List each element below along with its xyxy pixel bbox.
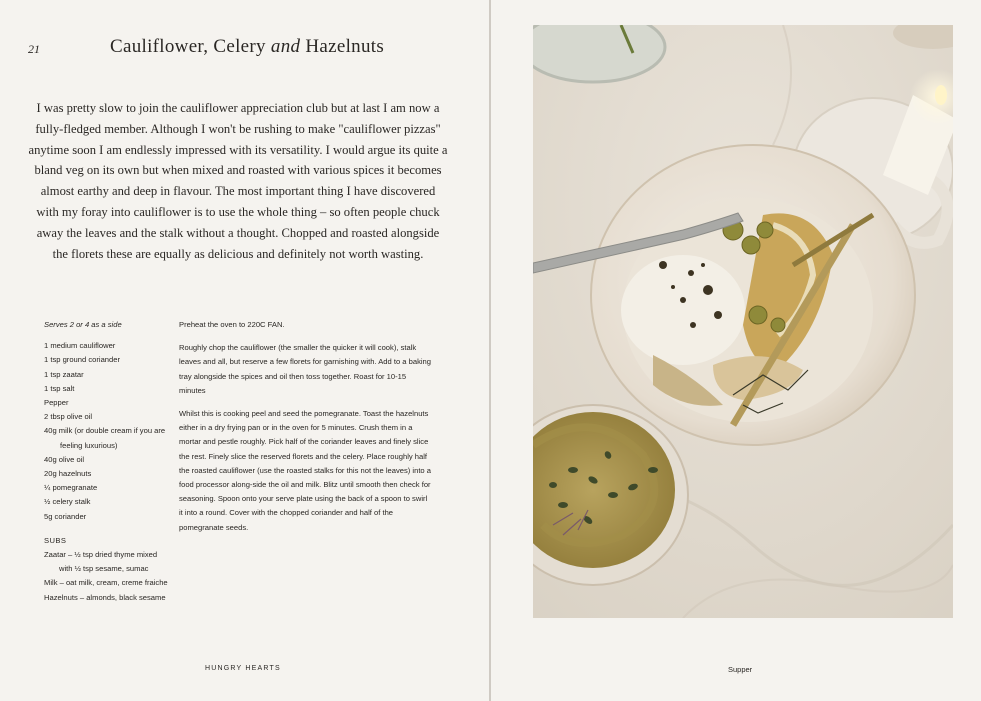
ingredient-item: 5g coriander xyxy=(44,511,87,521)
ingredient-item: Pepper xyxy=(44,398,69,408)
sub-item: Milk – oat milk, cream, creme fraiche xyxy=(44,578,168,588)
ingredient-item: 1 tsp salt xyxy=(44,383,75,393)
method-step: Roughly chop the cauliflower (the smaller the quicker it will cook), stalk leaves and all, but reserve a few florets for garnishing with. Add to a baking tray alongside the spices and oil then toss together. Roast for 10-15 minutes xyxy=(179,343,432,395)
title-amp: and xyxy=(270,36,301,57)
cauliflower-puree xyxy=(621,255,745,365)
ingredient-item: 40g milk (or double cream if you are feeling luxurious) xyxy=(44,426,166,450)
method-step: Whilst this is cooking peel and seed the pomegranate. Toast the hazelnuts either in a dry frying pan or in the oven for 5 minutes. Crush them in a mortar and pestle roughly. Pick half of the coriander leaves and finely slice the rest. Finely slice the reserved florets and the celery. Place roughly half the roasted cauliflower (use the roasted stalks for this not the leaves) into a food processor along-side the oil and milk. Blitz until smooth then check for seasoning. Spoon onto your serve plate using the back of a spoon to swirl it into a round. Cover with the chopped coriander and half of the pomegranate seeds. xyxy=(179,409,431,532)
food-photo xyxy=(533,25,953,618)
footer-book-title: HUNGRY HEARTS xyxy=(205,665,281,672)
subs-heading: SUBS xyxy=(44,535,67,545)
ingredient-item: 1 medium cauliflower xyxy=(44,341,116,351)
sub-item: Zaatar – ½ tsp dried thyme mixed with ½ tsp sesame, sumac xyxy=(44,550,158,574)
ingredient-item: 1 tsp ground coriander xyxy=(44,355,120,365)
intro-text: I was pretty slow to join the cauliflower appreciation club but at last I am now a fully-fledged member. Although I won't be rushing to make "cauliflower pizzas" anytime soon I am endlessly impressed with its versatility. I would argue its quite a bland veg on its own but when mixed and roasted with various spices it becomes almost earthy and deep in flavour. The most important thing I have discovered with my foray into cauliflower is to use the whole thing – so often people chuck away the leaves and the stalk without a thought. Chopped and roasted alongside the florets these are equally as delicious and definitely not worth wasting. xyxy=(28,101,448,261)
ingredient-item: 2 tbsp olive oil xyxy=(44,412,93,422)
ingredients-column xyxy=(44,318,172,605)
left-page xyxy=(0,0,490,701)
ingredient-item: 20g hazelnuts xyxy=(44,469,92,479)
ingredient-item: 40g olive oil xyxy=(44,454,85,464)
title-part2: Hazelnuts xyxy=(300,36,385,57)
footer-section: Supper xyxy=(728,665,753,674)
candle-flame xyxy=(935,85,947,105)
intro-paragraph xyxy=(28,98,448,264)
serves-line: Serves 2 or 4 as a side xyxy=(44,320,122,329)
ingredient-list xyxy=(44,339,172,524)
method-step: Preheat the oven to 220C FAN. xyxy=(179,320,285,329)
page-number: 21 xyxy=(28,42,40,56)
ingredient-item: ¼ pomegranate xyxy=(44,483,98,493)
ingredient-item: 1 tsp zaatar xyxy=(44,369,84,379)
title-part1: Cauliflower, Celery xyxy=(110,36,271,57)
method-column xyxy=(179,318,431,544)
recipe-title xyxy=(110,36,384,58)
ingredient-item: ½ celery stalk xyxy=(44,497,91,507)
sub-item: Hazelnuts – almonds, black sesame xyxy=(44,592,166,602)
